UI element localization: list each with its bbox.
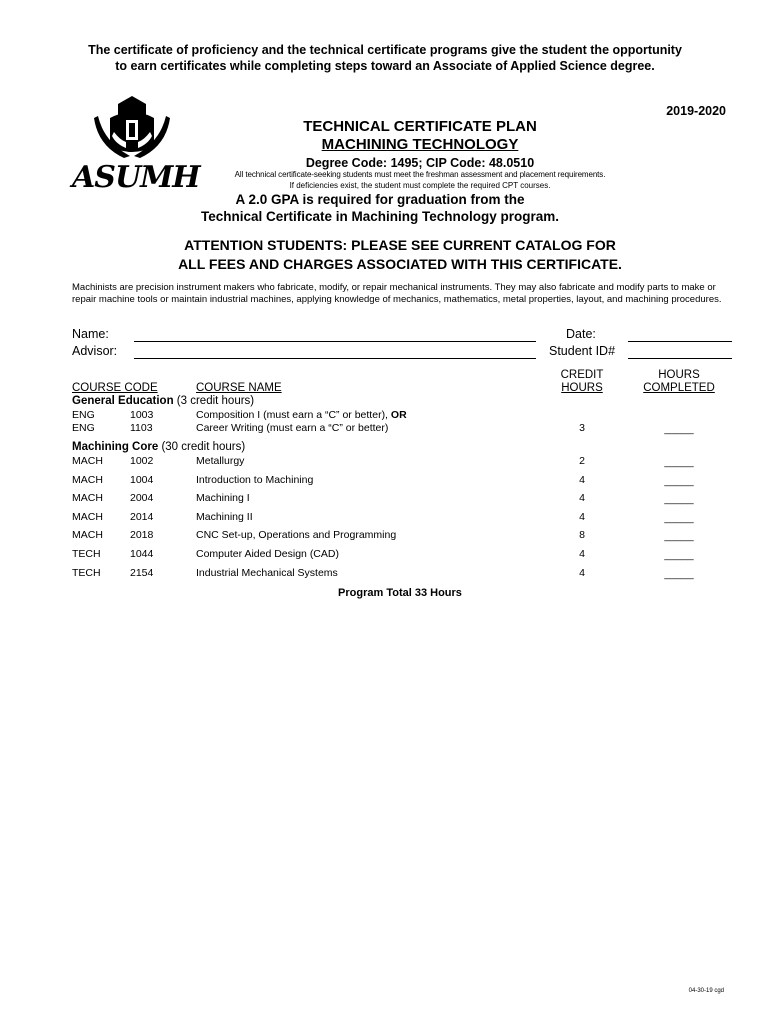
table-row-num: 2018: [130, 529, 154, 541]
gpa-requirement-2: Technical Certificate in Machining Technology program.: [200, 209, 560, 224]
intro-line-2: to earn certificates while completing steps toward an Associate of Applied Science degree.: [115, 59, 655, 73]
table-row-credit: 4: [579, 492, 585, 504]
hours-completed-blank[interactable]: _____: [664, 456, 694, 468]
table-row-name: Introduction to Machining: [196, 474, 314, 486]
section-machining-core: [72, 441, 245, 453]
hours-completed-blank[interactable]: _____: [664, 568, 694, 580]
program-name: MACHINING TECHNOLOGY: [321, 136, 519, 153]
program-description: Machinists are precision instrument makers who fabricate, modify, or repair mechanical instruments. They may also fabricate and modify parts to make or repair machine tools or maintain industrial machines, applying knowledge of mechanics, mathematics, metal properties, layout, and machining procedures.: [72, 282, 722, 305]
degree-codes: Degree Code: 1495; CIP Code: 48.0510: [305, 156, 535, 170]
col-hours-1: HOURS: [658, 369, 700, 381]
table-row-dept: MACH: [72, 492, 103, 504]
table-row-num: 2154: [130, 567, 154, 579]
table-row-num: 1003: [130, 409, 154, 421]
student-id-label: Student ID#: [549, 344, 616, 358]
intro-line-1: The certificate of proficiency and the technical certificate programs give the student the opportunity: [88, 43, 682, 57]
hours-completed-blank[interactable]: _____: [664, 530, 694, 542]
table-row-dept: TECH: [72, 567, 101, 579]
section-gen-ed-suffix: (3 credit hours): [173, 395, 255, 407]
gpa-requirement-1: A 2.0 GPA is required for graduation from the: [235, 192, 525, 207]
section-core-suffix: (30 credit hours): [158, 441, 246, 453]
date-label: Date:: [566, 327, 596, 341]
advisor-line[interactable]: [134, 358, 536, 359]
assessment-note: All technical certificate-seeking students must meet the freshman assessment and placement requirements.: [234, 170, 606, 179]
student-id-line[interactable]: [628, 358, 732, 359]
intro-text: [0, 42, 770, 74]
table-row-num: 1002: [130, 455, 154, 467]
col-course-code: COURSE CODE: [72, 382, 158, 394]
name-line[interactable]: [134, 341, 536, 342]
table-row-num: 2014: [130, 511, 154, 523]
name-label: Name:: [72, 327, 109, 341]
table-row-dept: MACH: [72, 511, 103, 523]
section-gen-ed-title: General Education: [72, 395, 174, 407]
table-row-credit: 4: [579, 567, 585, 579]
logo-wordmark: ASUMH: [72, 160, 200, 195]
table-row-name: Machining II: [196, 511, 253, 523]
table-row-dept: MACH: [72, 474, 103, 486]
table-row-name: CNC Set-up, Operations and Programming: [196, 529, 397, 541]
hours-completed-blank[interactable]: _____: [664, 493, 694, 505]
table-row-credit: 4: [579, 474, 585, 486]
table-row-num: 2004: [130, 492, 154, 504]
course-name-text: Composition I (must earn a “C” or better),: [196, 409, 391, 421]
table-row-dept: MACH: [72, 455, 103, 467]
table-row-name: Computer Aided Design (CAD): [196, 548, 339, 560]
table-row-credit: 3: [579, 422, 585, 434]
section-general-education: [72, 395, 254, 407]
table-row-name: Machining I: [196, 492, 250, 504]
table-row-credit: 4: [579, 511, 585, 523]
col-hours-2: COMPLETED: [643, 382, 715, 394]
table-row-name: [196, 409, 407, 421]
table-row-num: 1004: [130, 474, 154, 486]
program-total: Program Total 33 Hours: [338, 587, 462, 599]
attention-line-1: ATTENTION STUDENTS: PLEASE SEE CURRENT CATALOG FOR: [184, 237, 616, 253]
table-row-name: Industrial Mechanical Systems: [196, 567, 338, 579]
advisor-label: Advisor:: [72, 344, 118, 358]
section-core-title: Machining Core: [72, 441, 159, 453]
col-course-name: COURSE NAME: [196, 382, 282, 394]
attention-line-2: ALL FEES AND CHARGES ASSOCIATED WITH THIS CERTIFICATE.: [178, 256, 622, 272]
table-row-dept: ENG: [72, 409, 95, 421]
table-row-num: 1103: [130, 422, 153, 434]
hours-completed-blank[interactable]: _____: [664, 475, 694, 487]
table-row-credit: 8: [579, 529, 585, 541]
plan-title: TECHNICAL CERTIFICATE PLAN: [303, 118, 537, 135]
table-row-num: 1044: [130, 548, 154, 560]
cpt-note: If deficiencies exist, the student must complete the required CPT courses.: [289, 181, 551, 190]
hours-completed-blank[interactable]: _____: [664, 423, 694, 435]
date-line[interactable]: [628, 341, 732, 342]
table-row-credit: 4: [579, 548, 585, 560]
table-row-credit: 2: [579, 455, 585, 467]
revision-code: 04-30-19 cgd: [688, 988, 724, 994]
hours-completed-blank[interactable]: _____: [664, 512, 694, 524]
col-credit-2: HOURS: [561, 382, 603, 394]
col-credit-1: CREDIT: [560, 369, 604, 381]
table-row-dept: TECH: [72, 548, 101, 560]
hours-completed-blank[interactable]: _____: [664, 549, 694, 561]
course-name-or: OR: [390, 409, 407, 421]
table-row-dept: ENG: [72, 422, 95, 434]
table-row-name: Career Writing (must earn a “C” or better): [196, 422, 389, 434]
academic-year: 2019-2020: [666, 104, 726, 118]
table-row-name: Metallurgy: [196, 455, 245, 467]
table-row-dept: MACH: [72, 529, 103, 541]
